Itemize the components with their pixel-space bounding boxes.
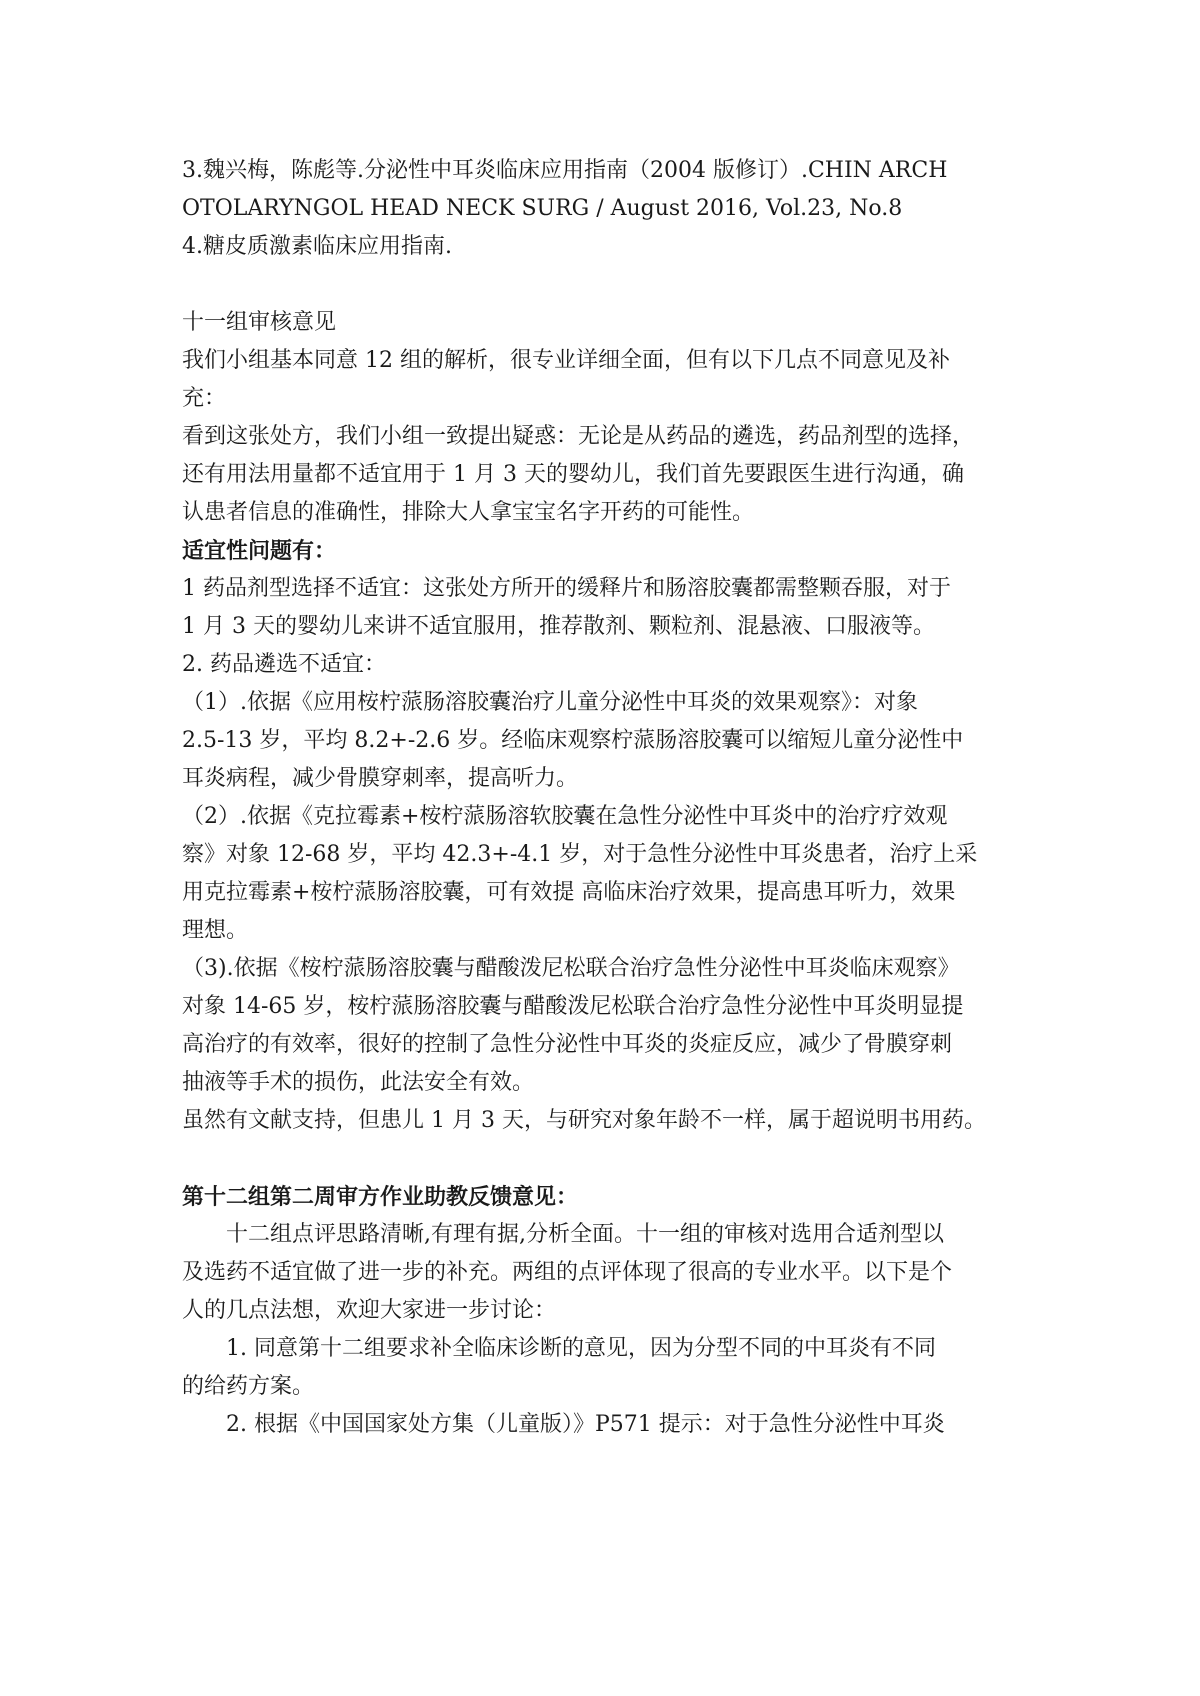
group12-feedback-title: 第十二组第二周审方作业助教反馈意见： [182, 1184, 579, 1210]
feedback-point-1: 1. 同意第十二组要求补全临床诊断的意见，因为分型不同的中耳炎有不同 [226, 1336, 936, 1361]
issue-2-title: 2. 药品遴选不适宜： [182, 652, 386, 677]
feedback-paragraph-1: 十二组点评思路清晰,有理有据,分析全面。十一组的审核对选用合适剂型以 [226, 1222, 944, 1247]
sub-issue-3: 对象 14-65 岁，桉柠蒎肠溶胶囊与醋酸泼尼松联合治疗急性分泌性中耳炎明显提 [182, 994, 964, 1019]
feedback-point-1: 的给药方案。 [182, 1374, 315, 1399]
sub-issue-1: （1）.依据《应用桉柠蒎肠溶胶囊治疗儿童分泌性中耳炎的效果观察》：对象 [182, 690, 918, 715]
sub-issue-3: 抽液等手术的损伤，此法安全有效。 [182, 1070, 535, 1095]
reference-4: 4.糖皮质激素临床应用指南. [182, 234, 452, 259]
sub-issue-1: 耳炎病程，减少骨膜穿刺率，提高听力。 [182, 766, 579, 791]
document-page [182, 152, 1022, 1444]
spacer [182, 1140, 1022, 1178]
issues-title: 适宜性问题有： [182, 538, 337, 564]
feedback-point-2: 2. 根据《中国国家处方集（儿童版）》P571 提示：对于急性分泌性中耳炎 [226, 1412, 945, 1437]
issue-1: 1 药品剂型选择不适宜：这张处方所开的缓释片和肠溶胶囊都需整颗吞服，对于 [182, 576, 951, 601]
sub-issue-2: 理想。 [182, 918, 249, 943]
group11-paragraph-1: 充： [182, 386, 227, 411]
group11-paragraph-2: 还有用法用量都不适宜用于 1 月 3 天的婴幼儿，我们首先要跟医生进行沟通，确 [182, 462, 964, 487]
group11-title: 十一组审核意见 [182, 310, 337, 335]
sub-issue-3: 高治疗的有效率，很好的控制了急性分泌性中耳炎的炎症反应，减少了骨膜穿刺 [182, 1032, 953, 1057]
spacer [182, 266, 1022, 304]
issue-1: 1 月 3 天的婴幼儿来讲不适宜服用，推荐散剂、颗粒剂、混悬液、口服液等。 [182, 614, 935, 639]
reference-3-line-1: 3.魏兴梅，陈彪等.分泌性中耳炎临床应用指南（2004 版修订）.CHIN ARCH [182, 158, 948, 183]
sub-issue-2: （2）.依据《克拉霉素+桉柠蒎肠溶软胶囊在急性分泌性中耳炎中的治疗疗效观 [182, 804, 948, 829]
group11-paragraph-2: 看到这张处方，我们小组一致提出疑惑：无论是从药品的遴选，药品剂型的选择， [182, 424, 975, 449]
group11-paragraph-1: 我们小组基本同意 12 组的解析，很专业详细全面，但有以下几点不同意见及补 [182, 348, 950, 373]
sub-issue-2: 用克拉霉素+桉柠蒎肠溶胶囊，可有效提 高临床治疗效果，提高患耳听力，效果 [182, 880, 956, 905]
feedback-paragraph-1: 人的几点法想，欢迎大家进一步讨论： [182, 1298, 557, 1323]
group11-conclusion: 虽然有文献支持，但患儿 1 月 3 天，与研究对象年龄不一样，属于超说明书用药。 [182, 1108, 986, 1133]
sub-issue-3: （3).依据《桉柠蒎肠溶胶囊与醋酸泼尼松联合治疗急性分泌性中耳炎临床观察》 [182, 956, 960, 981]
group11-paragraph-2: 认患者信息的准确性，排除大人拿宝宝名字开药的可能性。 [182, 500, 755, 525]
feedback-paragraph-1: 及选药不适宜做了进一步的补充。两组的点评体现了很高的专业水平。以下是个 [182, 1260, 953, 1285]
sub-issue-2: 察》对象 12-68 岁，平均 42.3+-4.1 岁，对于急性分泌性中耳炎患者，治疗上采 [182, 842, 978, 867]
reference-3-line-2: OTOLARYNGOL HEAD NECK SURG / August 2016, Vol.23, No.8 [182, 196, 903, 221]
sub-issue-1: 2.5-13 岁，平均 8.2+-2.6 岁。经临床观察柠蒎肠溶胶囊可以缩短儿童分泌性中 [182, 728, 964, 753]
